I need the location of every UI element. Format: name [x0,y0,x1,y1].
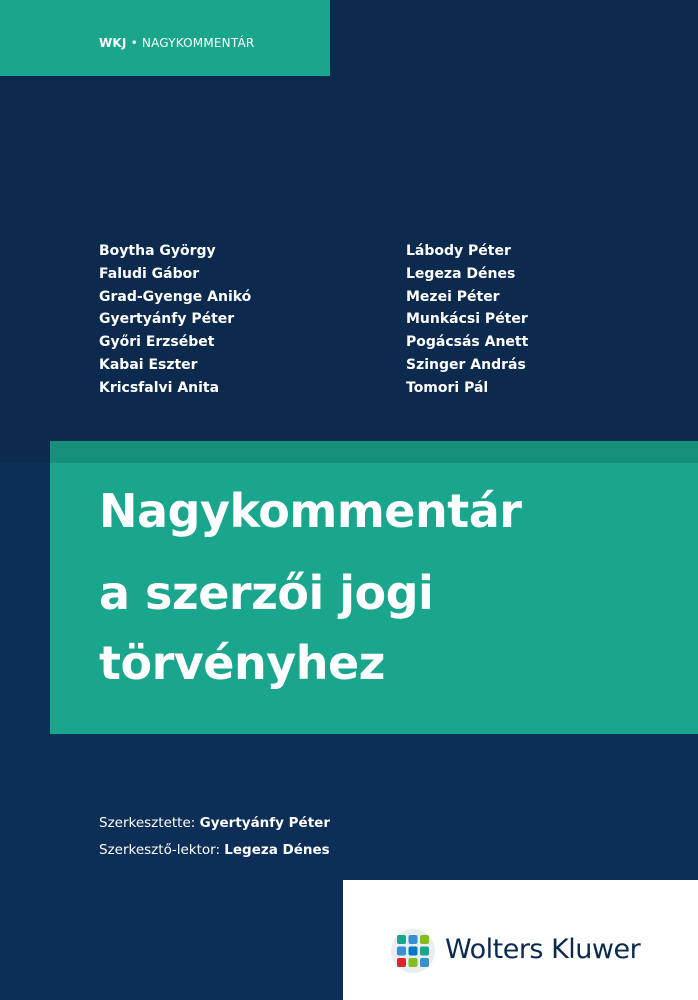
lector-line [99,837,330,864]
author-name: Pogácsás Anett [406,334,529,351]
lector-name: Legeza Dénes [224,842,330,858]
series-separator: • [130,36,138,50]
lector-label: Szerkesztő-lektor: [99,842,220,858]
author-name: Kabai Eszter [99,356,198,373]
author-name: Lábody Péter [406,243,511,259]
author-name: Szinger András [406,356,526,373]
editors-block [99,810,330,864]
author-name: Kricsfalvi Anita [99,379,220,396]
book-title-line-2: a szerzői jogi [99,566,434,620]
authors-right-column [406,240,528,400]
book-title-line-3: törvényhez [99,636,385,690]
wolters-kluwer-logo-icon [390,928,436,974]
editor-name: Gyertyánfy Péter [199,815,330,831]
book-title-line-1: Nagykommentár [99,484,522,538]
editor-line [99,810,330,837]
series-label [99,36,254,50]
author-name: Mezei Péter [406,288,500,305]
author-name: Boytha György [99,243,216,259]
author-name: Gyertyánfy Péter [99,311,235,328]
author-name: Győri Erzsébet [99,334,215,351]
authors-left-column [99,240,251,400]
publisher-name: Wolters Kluwer [445,934,641,965]
author-name: Munkácsi Péter [406,311,528,328]
series-brand: WKJ [99,36,127,50]
title-box-top-strip [50,441,698,463]
editor-label: Szerkesztette: [99,815,196,831]
author-name: Grad-Gyenge Anikó [99,288,252,305]
author-name: Tomori Pál [406,379,489,396]
author-name: Legeza Dénes [406,265,516,282]
author-name: Faludi Gábor [99,265,200,282]
series-name: NAGYKOMMENTÁR [141,36,255,50]
